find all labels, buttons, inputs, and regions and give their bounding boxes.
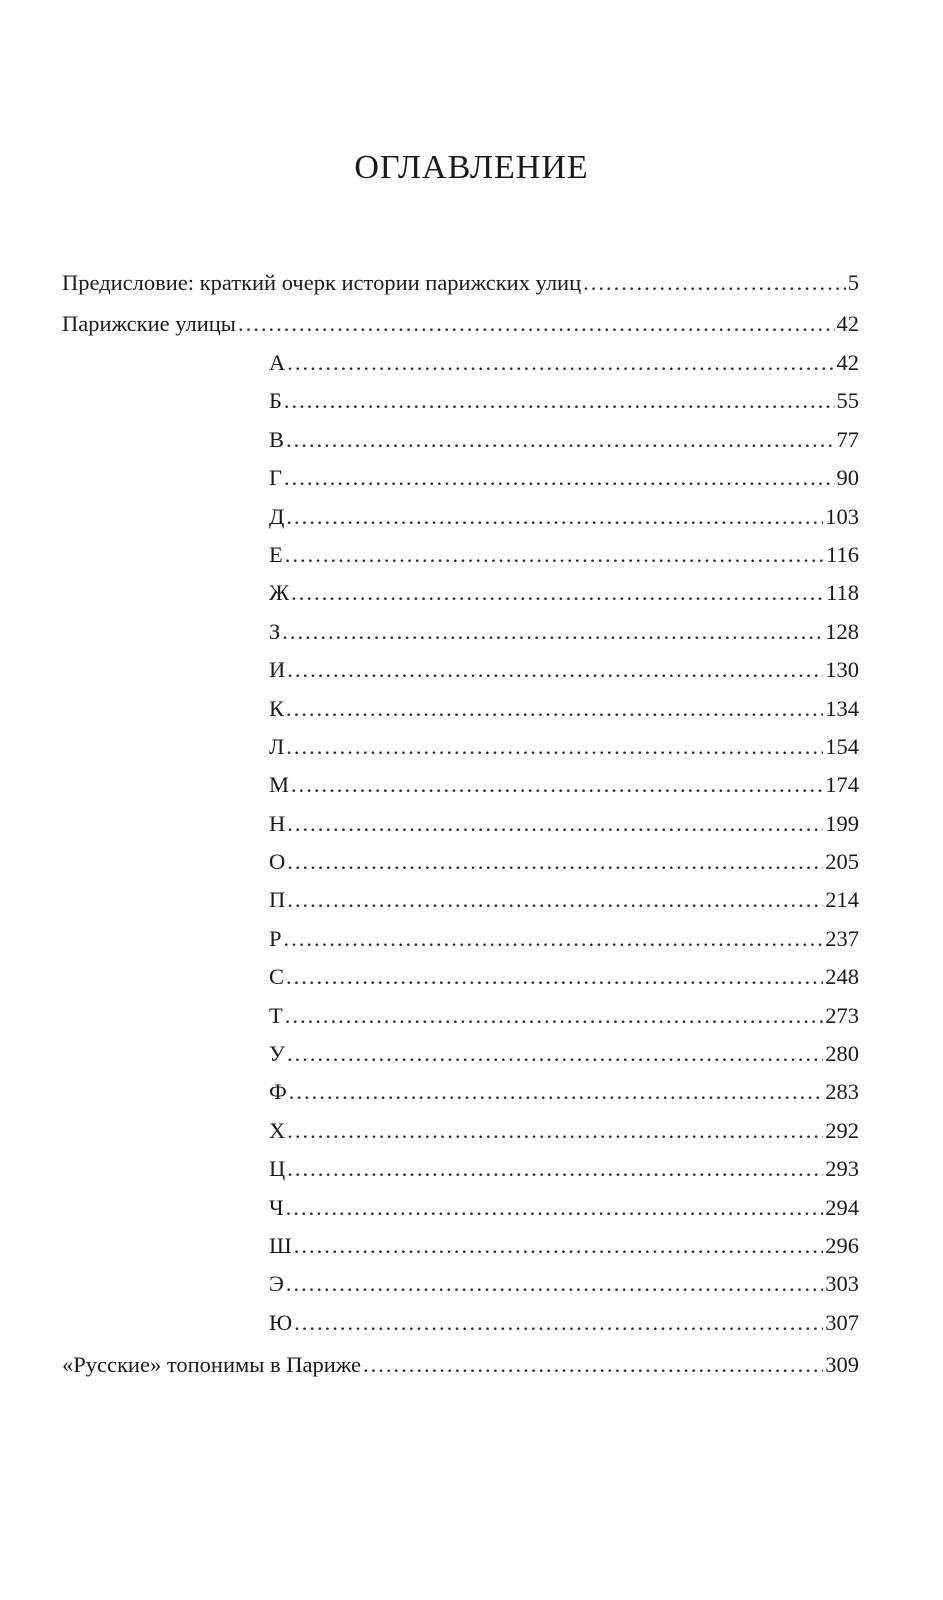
dot-leader [294, 1227, 824, 1265]
dot-leader [286, 498, 823, 536]
toc-page-number: 55 [836, 388, 859, 414]
toc-letter-label: О [269, 849, 286, 875]
toc-letter-label: У [269, 1041, 285, 1067]
dot-leader [287, 881, 823, 919]
toc-letter-entry[interactable] [62, 1035, 859, 1073]
toc-letter-label: Ц [269, 1156, 286, 1182]
page-title: ОГЛАВЛЕНИЕ [354, 149, 589, 186]
dot-leader [291, 766, 823, 804]
toc-letter-entry[interactable] [62, 728, 859, 766]
toc-letter-entry[interactable] [62, 1304, 859, 1342]
toc-letter-entry[interactable] [62, 1189, 859, 1227]
toc-letter-label: И [269, 657, 286, 683]
toc-page-number: 307 [825, 1309, 859, 1335]
toc-letter-label: Ю [269, 1309, 293, 1335]
dot-leader [583, 262, 846, 304]
toc-letter-label: Р [269, 925, 282, 951]
toc-letter-entry[interactable] [62, 498, 859, 536]
toc-letter-entry[interactable] [62, 1112, 859, 1150]
toc-letter-label: М [269, 772, 290, 798]
dot-leader [287, 1035, 823, 1073]
toc-page-number: 128 [825, 618, 859, 644]
table-of-contents [62, 262, 859, 1385]
toc-page-number: 90 [836, 465, 859, 491]
dot-leader [287, 1150, 823, 1188]
toc-letter-entry[interactable] [62, 459, 859, 497]
toc-letter-label: К [269, 695, 285, 721]
toc-letter-entry[interactable] [62, 421, 859, 459]
toc-letter-label: С [269, 964, 285, 990]
dot-leader [289, 1073, 823, 1111]
toc-entry-preface[interactable] [62, 262, 859, 304]
toc-letter-entry[interactable] [62, 1265, 859, 1303]
dot-leader [285, 536, 824, 574]
toc-page-number: 134 [825, 695, 859, 721]
toc-letter-label: Л [269, 733, 285, 759]
toc-page-number: 103 [825, 503, 859, 529]
toc-entry-streets[interactable] [62, 304, 859, 344]
toc-page-number: 174 [825, 772, 859, 798]
toc-letter-entry[interactable] [62, 1073, 859, 1111]
toc-page-number: 273 [825, 1002, 859, 1028]
toc-entry-label: «Русские» топонимы в Париже [62, 1352, 361, 1378]
toc-page-number: 130 [825, 657, 859, 683]
toc-letter-label: Г [269, 465, 283, 491]
toc-letter-label: В [269, 426, 285, 452]
toc-entry-label: Парижские улицы [62, 311, 236, 336]
dot-leader [285, 997, 824, 1035]
toc-page-number: 154 [825, 733, 859, 759]
toc-page-number: 280 [825, 1041, 859, 1067]
toc-page-number: 309 [825, 1352, 859, 1378]
toc-letter-label: Х [269, 1117, 286, 1143]
dot-leader [286, 421, 834, 459]
toc-letter-label: Ч [269, 1194, 284, 1220]
dot-leader [284, 459, 834, 497]
dot-leader [291, 574, 824, 612]
toc-page-number: 205 [825, 849, 859, 875]
toc-page-number: 116 [826, 541, 859, 567]
letter-sections [62, 344, 859, 1342]
toc-page-number: 248 [825, 964, 859, 990]
toc-letter-entry[interactable] [62, 997, 859, 1035]
toc-letter-entry[interactable] [62, 1227, 859, 1265]
dot-leader [287, 651, 823, 689]
toc-letter-label: Э [269, 1271, 284, 1297]
toc-letter-entry[interactable] [62, 881, 859, 919]
dot-leader [286, 1265, 823, 1303]
dot-leader [286, 728, 823, 766]
toc-letter-entry[interactable] [62, 536, 859, 574]
toc-page-number: 214 [825, 887, 859, 913]
toc-letter-entry[interactable] [62, 920, 859, 958]
toc-letter-entry[interactable] [62, 843, 859, 881]
toc-letter-entry[interactable] [62, 344, 859, 382]
toc-letter-entry[interactable] [62, 613, 859, 651]
toc-page-number: 237 [825, 925, 859, 951]
toc-letter-entry[interactable] [62, 1150, 859, 1188]
toc-entry-russian-toponyms[interactable] [62, 1346, 859, 1384]
toc-page-number: 294 [825, 1194, 859, 1220]
toc-letter-label: П [269, 887, 286, 913]
toc-letter-label: Н [269, 810, 286, 836]
toc-entry-label: Предисловие: краткий очерк истории парижских улиц [62, 270, 582, 295]
toc-letter-label: Б [269, 388, 282, 414]
toc-letter-entry[interactable] [62, 382, 859, 420]
dot-leader [363, 1346, 823, 1384]
toc-letter-entry[interactable] [62, 958, 859, 996]
toc-letter-entry[interactable] [62, 651, 859, 689]
toc-page-number: 118 [826, 580, 859, 606]
toc-page-number: 283 [825, 1079, 859, 1105]
dot-leader [286, 1189, 824, 1227]
toc-page-number: 303 [825, 1271, 859, 1297]
toc-page-number: 296 [825, 1232, 859, 1258]
toc-letter-label: Ш [269, 1232, 292, 1258]
toc-letter-label: А [269, 350, 286, 375]
toc-page-number: 5 [847, 270, 859, 295]
dot-leader [287, 1112, 823, 1150]
toc-letter-label: Ж [269, 580, 290, 606]
dot-leader [287, 843, 823, 881]
toc-letter-entry[interactable] [62, 690, 859, 728]
dot-leader [287, 805, 823, 843]
dot-leader [238, 304, 835, 344]
toc-page-number: 293 [825, 1156, 859, 1182]
dot-leader [286, 958, 823, 996]
toc-letter-label: Д [269, 503, 285, 529]
toc-page-number: 42 [836, 311, 859, 336]
toc-page-number: 77 [836, 426, 859, 452]
toc-page-number: 292 [825, 1117, 859, 1143]
toc-page-number: 42 [836, 350, 859, 375]
toc-page-number: 199 [825, 810, 859, 836]
dot-leader [294, 1304, 823, 1342]
dot-leader [286, 690, 823, 728]
dot-leader [284, 920, 824, 958]
toc-letter-label: Ф [269, 1079, 287, 1105]
toc-letter-entry[interactable] [62, 805, 859, 843]
dot-leader [287, 344, 834, 382]
dot-leader [282, 613, 823, 651]
dot-leader [284, 382, 835, 420]
toc-letter-entry[interactable] [62, 574, 859, 612]
toc-letter-label: Е [269, 541, 283, 567]
toc-letter-label: Т [269, 1002, 283, 1028]
toc-letter-entry[interactable] [62, 766, 859, 804]
toc-letter-label: З [269, 618, 281, 644]
